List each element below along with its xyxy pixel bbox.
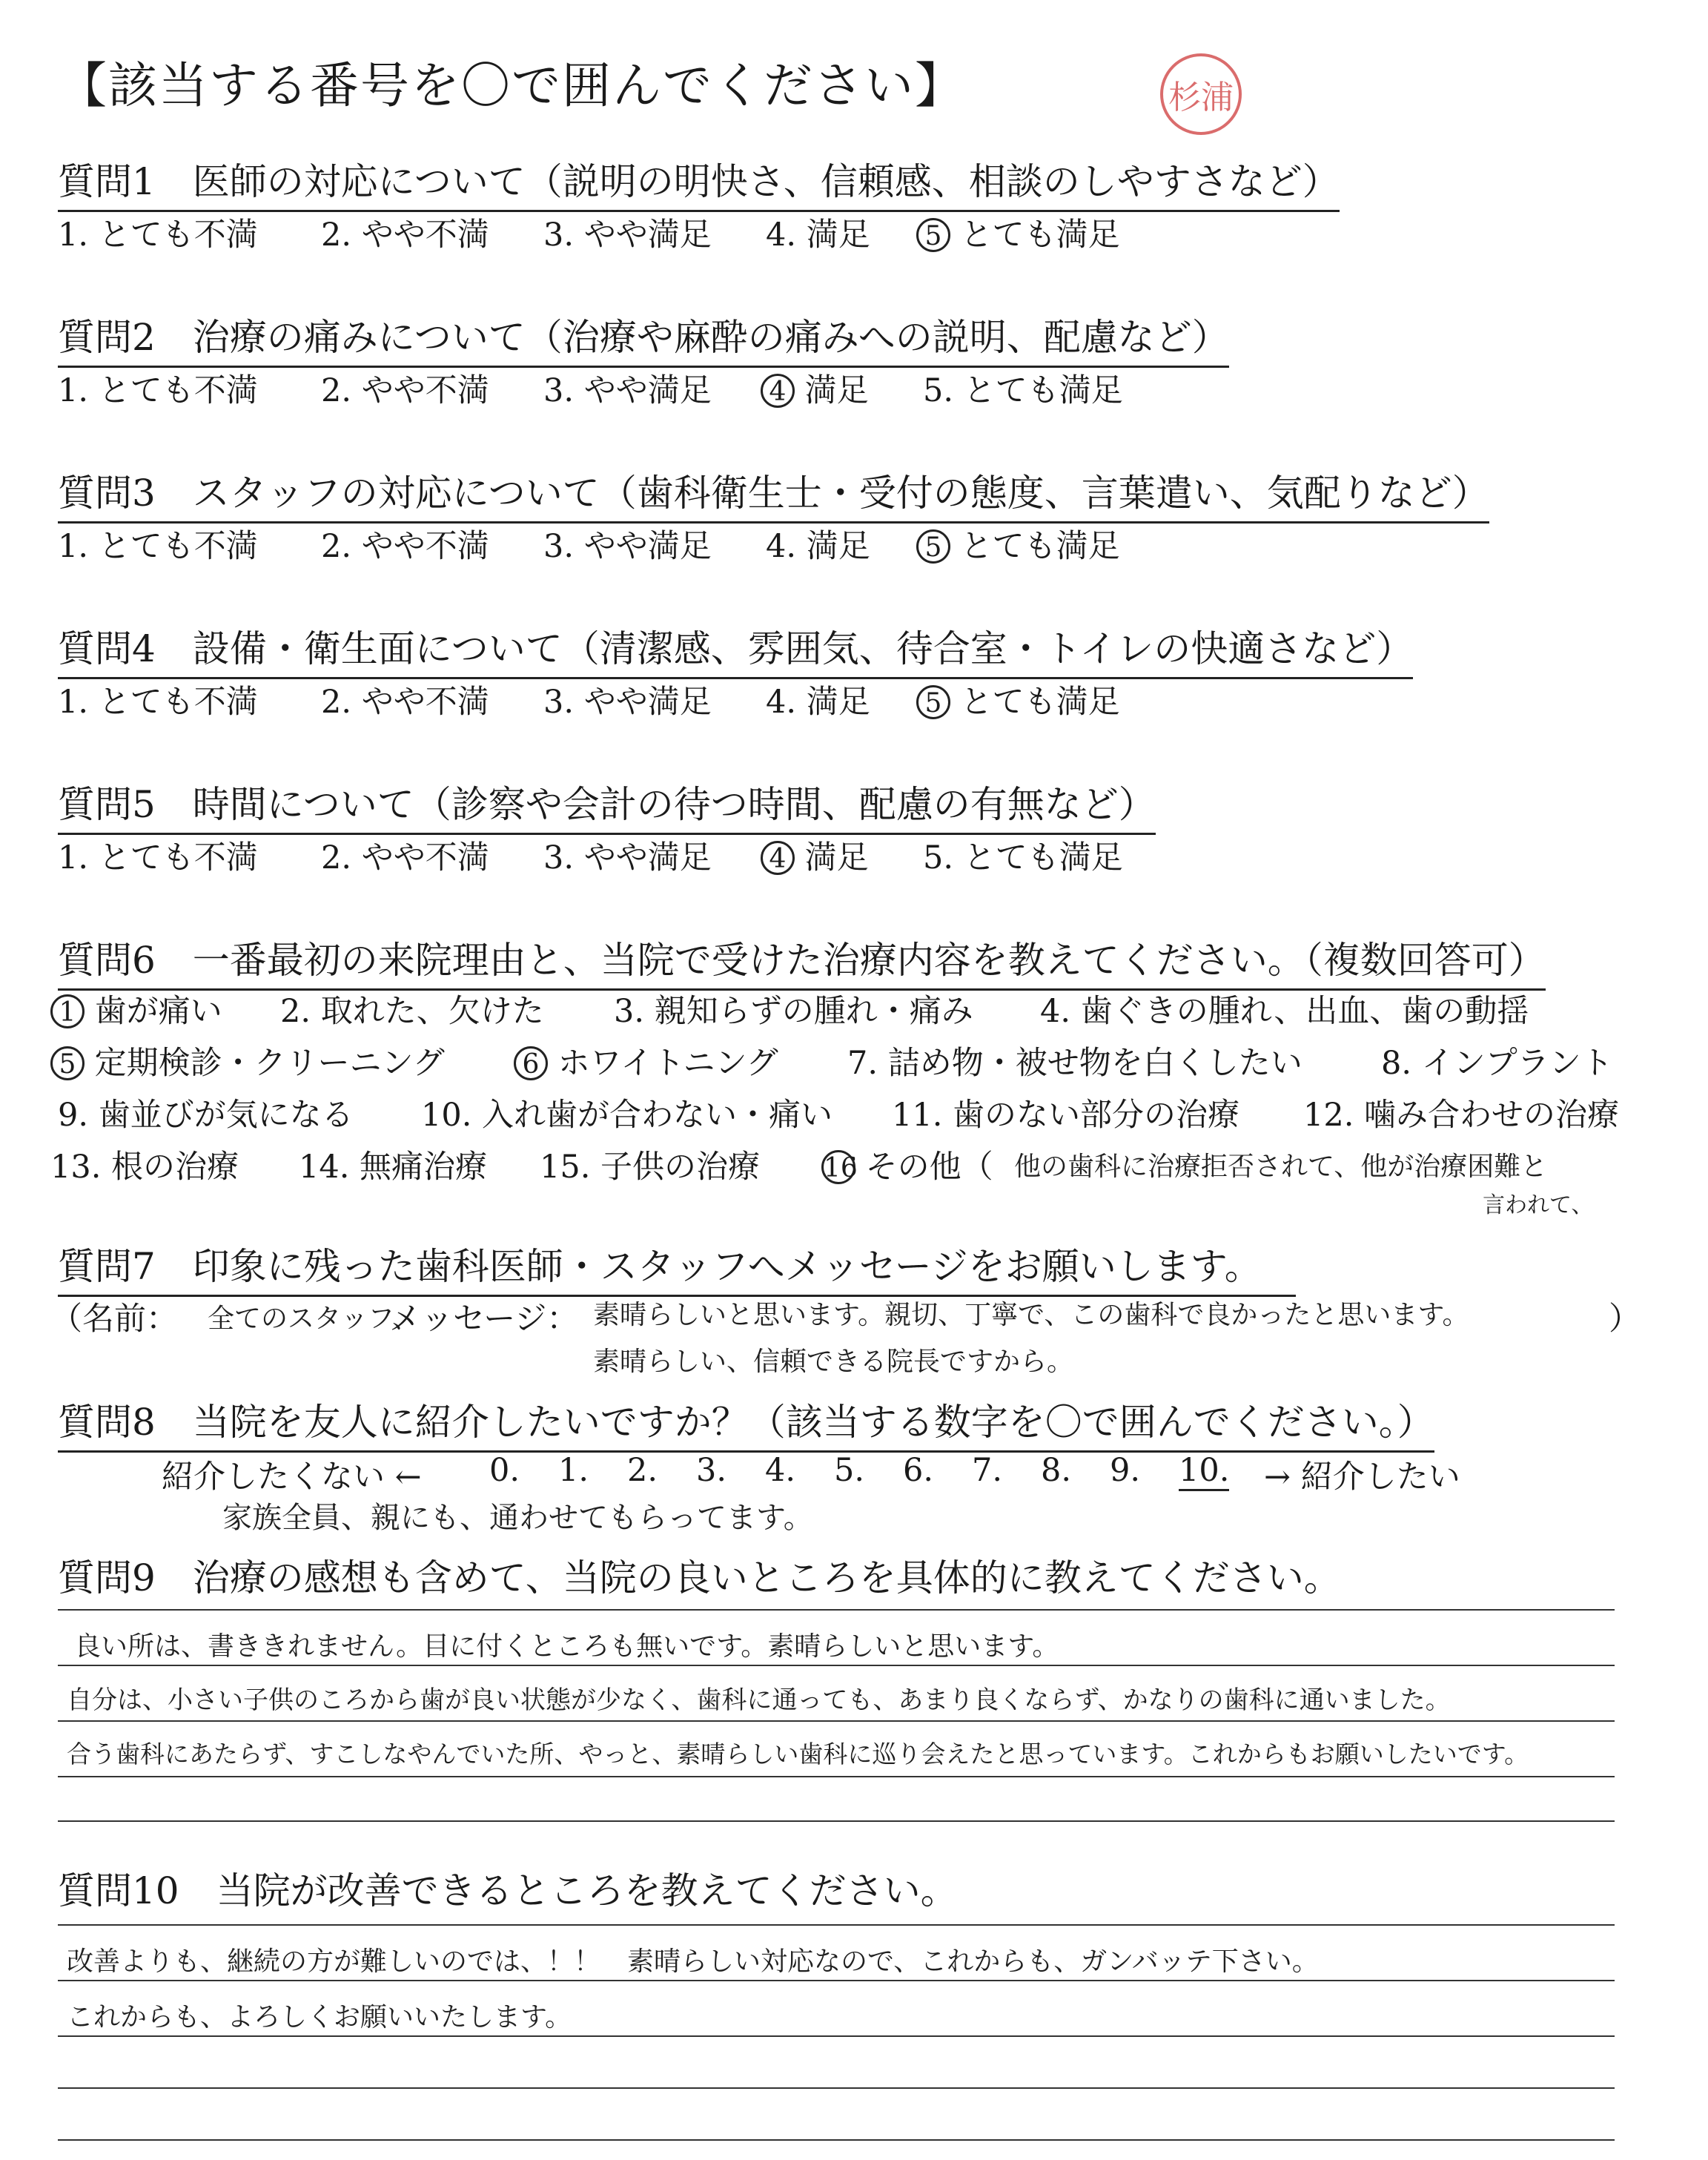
q6-option-6-label: ホワイトニング (557, 1045, 778, 1082)
answer-line (58, 1720, 1615, 1722)
option-4[interactable]: 4. 満足 (766, 528, 870, 565)
q6-option-12[interactable]: 12. 噛み合わせの治療 (1303, 1097, 1620, 1134)
option-5-label: とても満足 (960, 528, 1120, 565)
page-header: 【該当する番号を〇で囲んでください】 (58, 57, 965, 114)
q6-option-9[interactable]: 9. 歯並びが気になる (58, 1097, 354, 1134)
option-5-label: とても満足 (960, 217, 1120, 254)
q8-left-label: 紹介したくない ← (162, 1459, 422, 1496)
q8-score-6[interactable]: 6. (903, 1452, 934, 1489)
answer-line (58, 1980, 1615, 1981)
q6-option-2[interactable]: 2. 取れた、欠けた (280, 993, 544, 1030)
question-title: 質問1 医師の対応について（説明の明快さ、信頼感、相談のしやすさなど） (58, 152, 1340, 212)
q6-option-1-selected[interactable] (50, 986, 222, 1031)
q6-option-10[interactable]: 10. 入れ歯が合わない・痛い (421, 1097, 833, 1134)
question-title: 質問10 当院が改善できるところを教えてください。 (58, 1869, 958, 1912)
option-1[interactable]: 1. とても不満 (58, 372, 258, 409)
q8-note-handwritten: 家族全員、親にも、通わせてもらってます。 (222, 1501, 813, 1535)
option-5-label: とても満足 (960, 684, 1120, 721)
option-5-selected[interactable] (916, 677, 1120, 722)
q8-right-label: → 紹介したい (1264, 1459, 1460, 1496)
selection-circle: 16 (821, 1150, 855, 1184)
selection-circle: 5 (916, 529, 950, 564)
q9-answer-line-2: 自分は、小さい子供のころから歯が良い状態が少なく、歯科に通っても、あまり良くならず、かなりの歯科に通いました。 (67, 1685, 1451, 1715)
selection-circle: 5 (50, 1046, 85, 1080)
question-title: 質問3 スタッフの対応について（歯科衛生士・受付の態度、言葉遣い、気配りなど） (58, 463, 1489, 524)
q6-option-1-label: 歯が痛い (94, 993, 222, 1030)
q6-option-13[interactable]: 13. 根の治療 (50, 1149, 239, 1186)
q10-answer-line-2: これからも、よろしくお願いいたします。 (67, 2002, 572, 2032)
q8-score-2[interactable]: 2. (627, 1452, 658, 1489)
option-4[interactable]: 4. 満足 (766, 217, 870, 254)
q7-message-handwritten-1: 素晴らしいと思います。親切、丁寧で、この歯科で良かったと思います。 (593, 1300, 1469, 1330)
q6-option-5-selected[interactable] (50, 1038, 445, 1083)
question-title: 質問9 治療の感想も含めて、当院の良いところを具体的に教えてください。 (58, 1556, 1341, 1599)
q7-name-handwritten: 全てのスタッフ、 (208, 1304, 420, 1334)
q10-answer-line-1: 改善よりも、継続の方が難しいのでは、！！ 素晴らしい対応なので、これからも、ガンバッテ下さい。 (67, 1946, 1319, 1977)
option-5-selected[interactable] (916, 210, 1120, 255)
option-3[interactable]: 3. やや満足 (543, 839, 712, 876)
selection-circle: 6 (514, 1046, 548, 1080)
question-title: 質問6 一番最初の来院理由と、当院で受けた治療内容を教えてください。（複数回答可） (58, 931, 1546, 991)
option-5-selected[interactable] (916, 521, 1120, 567)
option-4-label: 満足 (804, 839, 869, 876)
q8-score-8[interactable]: 8. (1041, 1452, 1072, 1489)
q8-score-9[interactable]: 9. (1110, 1452, 1141, 1489)
q6-other-handwritten: 他の歯科に治療拒否されて、他が治療困難と (1014, 1152, 1548, 1182)
selection-circle: 4 (761, 374, 795, 408)
answer-line (58, 1665, 1615, 1666)
option-1[interactable]: 1. とても不満 (58, 839, 258, 876)
option-5[interactable]: 5. とても満足 (923, 372, 1123, 409)
answer-line (58, 2035, 1615, 2037)
option-2[interactable]: 2. やや不満 (321, 839, 489, 876)
answer-line (58, 1776, 1615, 1777)
option-3[interactable]: 3. やや満足 (543, 372, 712, 409)
q7-message-label: メッセージ： (389, 1301, 579, 1338)
q9-answer-line-1: 良い所は、書ききれません。目に付くところも無いです。素晴らしいと思います。 (74, 1631, 1059, 1662)
q6-other-handwritten-continued: 言われて、 (1483, 1192, 1594, 1218)
option-3[interactable]: 3. やや満足 (543, 217, 712, 254)
option-2[interactable]: 2. やや不満 (321, 684, 489, 721)
option-4-selected[interactable] (761, 366, 869, 411)
q7-message-handwritten-2: 素晴らしい、信頼できる院長ですから。 (593, 1347, 1074, 1377)
q8-score-3[interactable]: 3. (696, 1452, 727, 1489)
q6-option-5-label: 定期検診・クリーニング (94, 1045, 445, 1082)
option-1[interactable]: 1. とても不満 (58, 528, 258, 565)
q6-option-15[interactable]: 15. 子供の治療 (540, 1149, 761, 1186)
option-4-selected[interactable] (761, 833, 869, 878)
q8-score-0[interactable]: 0. (489, 1452, 520, 1489)
q8-score-7[interactable]: 7. (972, 1452, 1003, 1489)
q8-score-1[interactable]: 1. (558, 1452, 589, 1489)
question-title: 質問5 時間について（診察や会計の待つ時間、配慮の有無など） (58, 775, 1156, 835)
option-4[interactable]: 4. 満足 (766, 684, 870, 721)
option-3[interactable]: 3. やや満足 (543, 528, 712, 565)
option-3[interactable]: 3. やや満足 (543, 684, 712, 721)
option-2[interactable]: 2. やや不満 (321, 528, 489, 565)
q6-option-16-label: その他（ (865, 1149, 993, 1186)
option-2[interactable]: 2. やや不満 (321, 217, 489, 254)
question-title: 質問7 印象に残った歯科医師・スタッフへメッセージをお願いします。 (58, 1237, 1296, 1297)
answer-line (58, 1924, 1615, 1926)
q9-answer-line-3: 合う歯科にあたらず、すこしなやんでいた所、やっと、素晴らしい歯科に巡り会えたと思っています。これからもお願いしたいです。 (67, 1740, 1529, 1768)
selection-circle: 5 (916, 218, 950, 252)
q6-option-4[interactable]: 4. 歯ぐきの腫れ、出血、歯の動揺 (1040, 993, 1529, 1030)
question-title: 質問8 当院を友人に紹介したいですか？（該当する数字を〇で囲んでください。） (58, 1393, 1434, 1453)
option-4-label: 満足 (804, 372, 869, 409)
question-title: 質問4 設備・衛生面について（清潔感、雰囲気、待合室・トイレの快適さなど） (58, 619, 1413, 679)
name-stamp: 杉浦 (1160, 53, 1242, 135)
q8-score-4[interactable]: 4. (765, 1452, 796, 1489)
q6-option-6-selected[interactable] (514, 1038, 778, 1083)
answer-line (58, 1609, 1615, 1611)
option-2[interactable]: 2. やや不満 (321, 372, 489, 409)
q6-option-14[interactable]: 14. 無痛治療 (299, 1149, 488, 1186)
selection-circle: 5 (916, 685, 950, 719)
q6-option-3[interactable]: 3. 親知らずの腫れ・痛み (614, 993, 973, 1030)
option-1[interactable]: 1. とても不満 (58, 684, 258, 721)
q7-name-label: （名前： (50, 1301, 178, 1338)
question-title: 質問2 治療の痛みについて（治療や麻酔の痛みへの説明、配慮など） (58, 308, 1229, 368)
q6-option-11[interactable]: 11. 歯のない部分の治療 (892, 1097, 1240, 1134)
option-5[interactable]: 5. とても満足 (923, 839, 1123, 876)
answer-line (58, 2087, 1615, 2089)
q7-close-paren: ） (1609, 1301, 1641, 1338)
option-1[interactable]: 1. とても不満 (58, 217, 258, 254)
selection-circle: 4 (761, 841, 795, 875)
selection-circle: 1 (50, 994, 85, 1028)
q8-score-5[interactable]: 5. (834, 1452, 865, 1489)
answer-line (58, 1820, 1615, 1822)
q6-option-16-selected[interactable] (821, 1142, 993, 1187)
answer-line (58, 2139, 1615, 2141)
q6-option-7[interactable]: 7. 詰め物・被せ物を白くしたい (847, 1045, 1302, 1082)
q6-option-8[interactable]: 8. インプラント (1381, 1045, 1613, 1082)
q8-score-10-selected[interactable]: 10. (1179, 1452, 1229, 1491)
